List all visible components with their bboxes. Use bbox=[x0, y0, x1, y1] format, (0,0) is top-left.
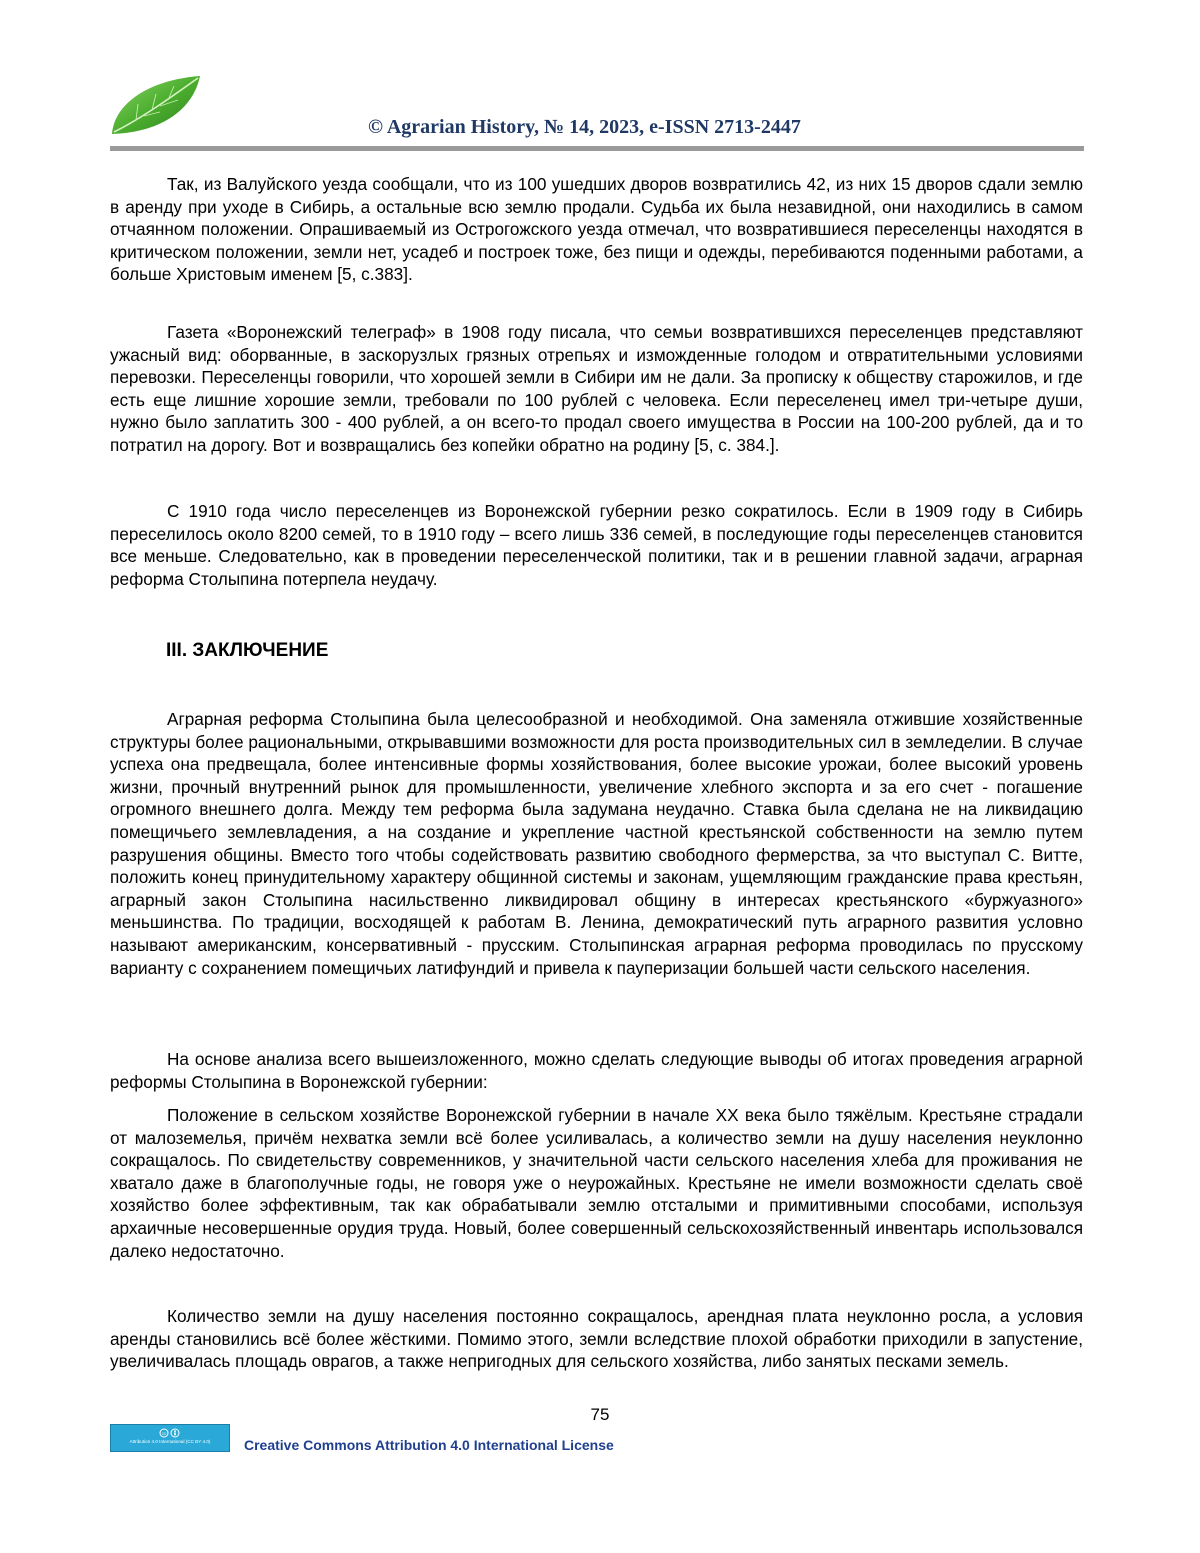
cc-badge-caption: Attribution 4.0 International (CC BY 4.0) bbox=[129, 1439, 211, 1444]
license-link[interactable]: Creative Commons Attribution 4.0 International License bbox=[244, 1437, 614, 1453]
cc-license-symbols-icon bbox=[159, 1428, 183, 1438]
paragraph-voronezh-telegraph: Газета «Воронежский телеграф» в 1908 году писала, что семьи возвратившихся переселенцев представляют ужасный вид: оборванные, в заскорузлых грязных отрепьях и изможденные голодом и отвратительными условиями перевозки. Переселенцы говорили, что хорошей земли в Сибири им не дали. За прописку к обществу старожилов, и где есть еще лишние хорошие земли, требовали по 100 рублей с человека. Если переселенец имел три-четыре души, нужно было заплатить 300 - 400 рублей, а он всего-то продал своего имущества в России на 100-200 рублей, да и то потратил на дорогу. Вот и возвращались без копейки обратно на родину [5, с. 384.]. bbox=[110, 322, 1083, 455]
paragraph-land-shortage: Количество земли на душу населения постоянно сокращалось, арендная плата неуклонно росла, а условия аренды становились всё более жёсткими. Помимо этого, земли вследствие плохой обработки приходили в запустение, увеличивалась площадь оврагов, а также непригодных для сельского хозяйства, либо занятых песками земель. bbox=[110, 1306, 1083, 1372]
paragraph-conclusions-intro: На основе анализа всего вышеизложенного, можно сделать следующие выводы об итогах проведения аграрной реформы Столыпина в Воронежской губернии: bbox=[110, 1049, 1083, 1092]
svg-text:cc: cc bbox=[161, 1430, 167, 1436]
paragraph-resettlement-decline: С 1910 года число переселенцев из Воронежской губернии резко сократилось. Если в 1909 году в Сибирь переселилось около 8200 семей, то в 1910 году – всего лишь 336 семей, в последующие годы переселенцев становится все меньше. Следовательно, как в проведении переселенческой политики, так и в решении главной задачи, аграрная реформа Столыпина потерпела неудачу. bbox=[110, 501, 1083, 589]
paragraph-reform-assessment: Аграрная реформа Столыпина была целесообразной и необходимой. Она заменяла отжившие хозяйственные структуры более рациональными, открывавшими возможности для роста производительных сил в земледелии. В случае успеха она предвещала, более интенсивные формы хозяйствования, более высокие урожаи, более высокий уровень жизни, прочный внутренний рынок для промышленности, увеличение хлебного экспорта и за его счет - погашение огромного внешнего долга. Между тем реформа была задумана неудачно. Ставка была сделана не на ликвидацию помещичьего землевладения, а на создание и укрепление частной крестьянской собственности на землю путем разрушения общины. Вместо того чтобы содействовать развитию свободного фермерства, за что выступал С. Витте, положить конец принудительному характеру общинной системы и законам, ущемляющим гражданские права крестьян, аграрный закон Столыпина насильственно ликвидировал общину в интересах крестьянского «буржуазного» меньшинства. По традиции, восходящей к работам В. Ленина, демократический путь аграрного развития условно называют американским, консервативный - прусским. Столыпинская аграрная реформа проводилась по прусскому варианту с сохранением помещичьих латифундий и привела к пауперизации большей части сельского населения. bbox=[110, 709, 1083, 978]
section-heading-conclusion: III. ЗАКЛЮЧЕНИЕ bbox=[166, 640, 329, 661]
leaf-logo-icon bbox=[108, 74, 204, 138]
cc-by-badge-icon[interactable] bbox=[110, 1424, 230, 1452]
paragraph-valuysky-district: Так, из Валуйского уезда сообщали, что из 100 ушедших дворов возвратились 42, из них 15 дворов сдали землю в аренду при уходе в Сибирь, а остальные всю землю продали. Судьба их была незавидной, они находились в самом отчаянном положении. Опрашиваемый из Острогожского уезда отмечал, что возвратившиеся переселенцы находятся в критическом положении, земли нет, усадеб и построек тоже, без пищи и одежды, перебиваются поденными работами, а больше Христовым именем [5, с.383]. bbox=[110, 174, 1083, 285]
header-divider bbox=[110, 146, 1084, 151]
paragraph-agriculture-situation: Положение в сельском хозяйстве Воронежской губернии в начале XX века было тяжёлым. Крестьяне страдали от малоземелья, причём нехватка земли всё более усиливалась, а количество земли на душу населения неуклонно сокращалось. По свидетельству современников, у значительной части сельского населения хлеба для проживания не хватало даже в благополучные годы, не говоря уже о неурожайных. Крестьяне не имели возможности сделать своё хозяйство более эффективным, так как обрабатывали землю отсталыми и примитивными способами, используя архаичные несовершенные орудия труда. Новый, более совершенный сельскохозяйственный инвентарь использовался далеко недостаточно. bbox=[110, 1105, 1083, 1261]
journal-header-title: © Agrarian History, № 14, 2023, e-ISSN 2713-2447 bbox=[368, 116, 801, 138]
page-number: 75 bbox=[590, 1405, 610, 1424]
